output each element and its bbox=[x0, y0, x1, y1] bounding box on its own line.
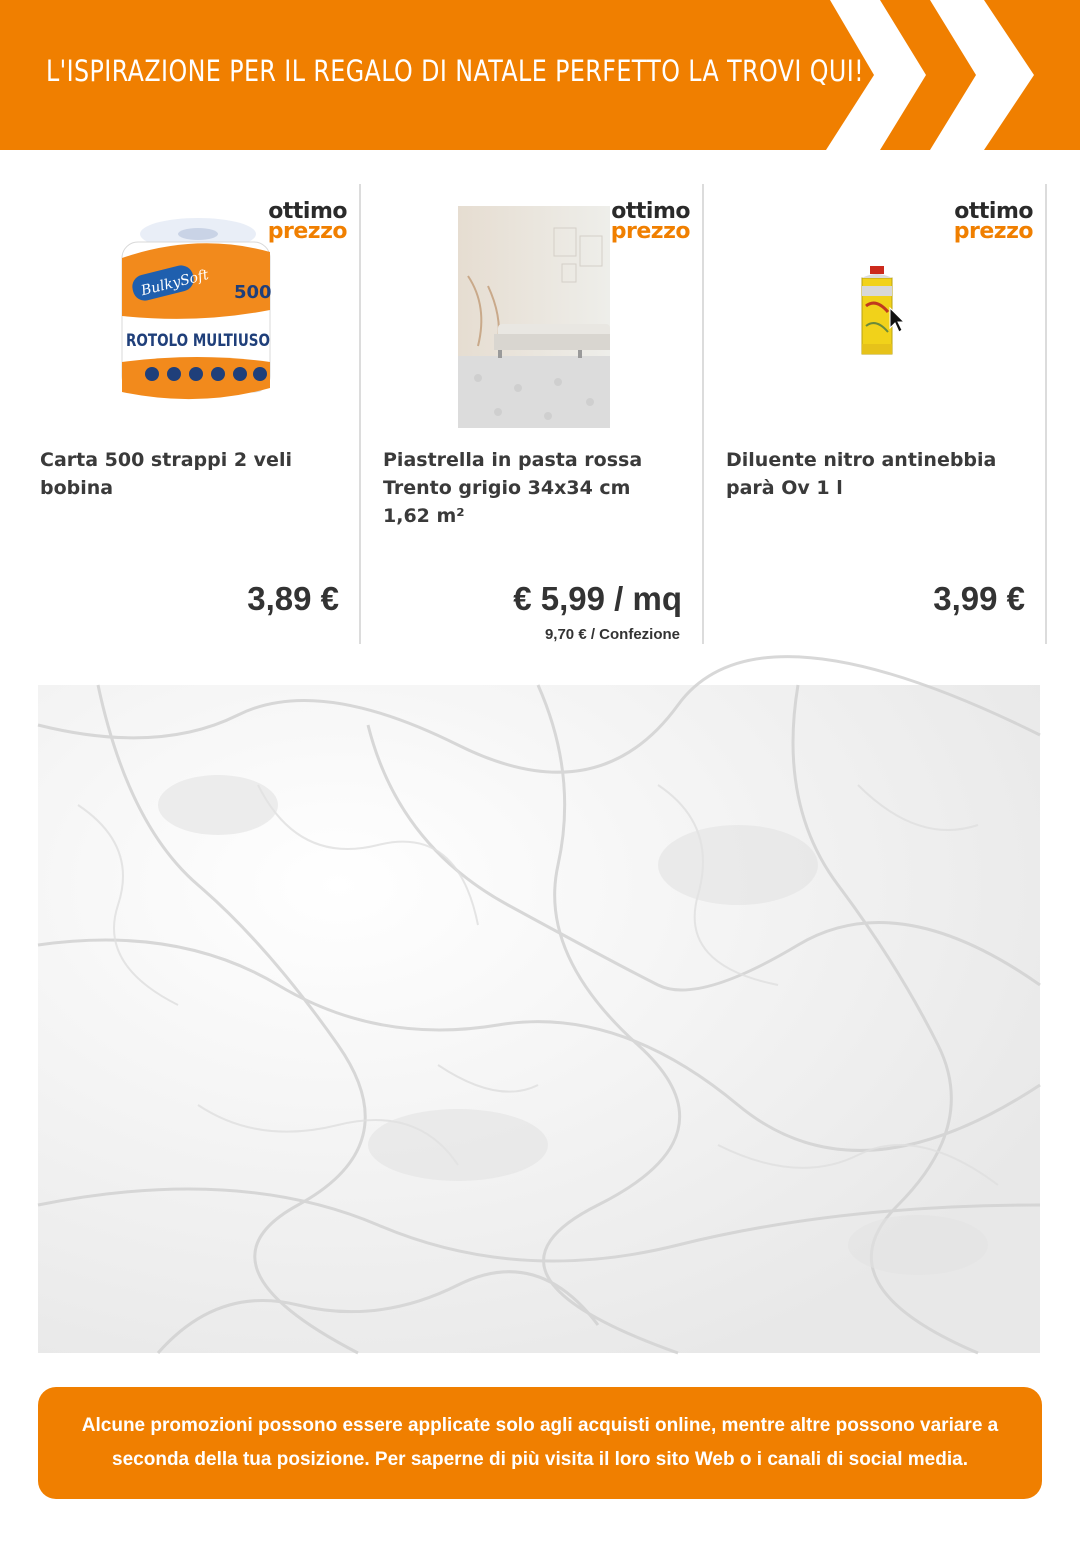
product-price-per-package: 9,70 € / Confezione bbox=[544, 626, 680, 643]
living-room-tile-image bbox=[458, 206, 610, 428]
header-banner[interactable] bbox=[0, 0, 1080, 150]
paper-roll-image bbox=[118, 212, 278, 408]
badge-line2: prezzo bbox=[610, 219, 690, 244]
ottimo-prezzo-badge bbox=[610, 199, 690, 244]
product-price: 3,89 € bbox=[247, 580, 339, 617]
product-card[interactable] bbox=[704, 184, 1047, 644]
product-card[interactable] bbox=[18, 184, 361, 644]
marble-texture-image bbox=[38, 685, 1040, 1353]
product-name[interactable]: Carta 500 strappi 2 veli bobina bbox=[40, 449, 292, 499]
badge-line2: prezzo bbox=[953, 219, 1033, 244]
roll-brand-text: BulkySoft bbox=[139, 267, 211, 300]
product-list bbox=[18, 184, 1050, 644]
roll-count-text: 500 bbox=[234, 282, 272, 303]
product-price: € 5,99 / mq bbox=[513, 580, 682, 617]
badge-line2: prezzo bbox=[267, 219, 347, 244]
disclaimer-text: Alcune promozioni possono essere applicate solo agli acquisti online, mentre altre possono variare a seconda della tua posizione. Per saperne di più visita il loro sito Web o i canali di social media. bbox=[81, 1415, 999, 1470]
badge-line1: ottimo bbox=[268, 199, 347, 224]
roll-label-text: ROTOLO MULTIUSO bbox=[126, 331, 270, 351]
disclaimer-notice bbox=[38, 1387, 1042, 1499]
ottimo-prezzo-badge bbox=[953, 199, 1033, 244]
thinner-can-image bbox=[856, 266, 908, 360]
banner-title: L'ISPIRAZIONE PER IL REGALO DI NATALE PERFETTO LA TROVI QUI! bbox=[46, 54, 865, 88]
product-name[interactable]: Piastrella in pasta rossa Trento grigio 34x34 cm 1,62 m² bbox=[383, 449, 643, 527]
badge-line1: ottimo bbox=[954, 199, 1033, 224]
ottimo-prezzo-badge bbox=[267, 199, 347, 244]
product-name[interactable]: Diluente nitro antinebbia parà Ov 1 l bbox=[726, 449, 997, 499]
product-price: 3,99 € bbox=[933, 580, 1025, 617]
badge-line1: ottimo bbox=[611, 199, 690, 224]
product-card[interactable] bbox=[361, 184, 704, 644]
